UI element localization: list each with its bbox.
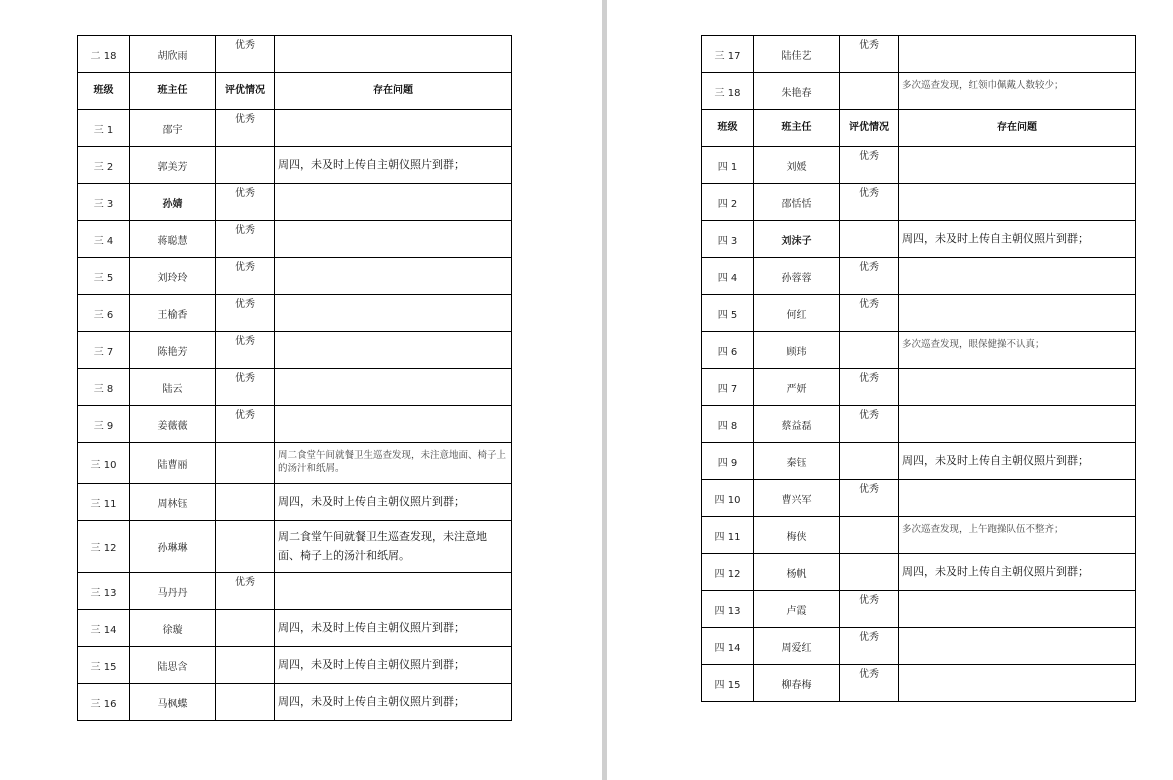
class-cell: 四 15 (702, 665, 754, 702)
issue-cell (899, 36, 1136, 73)
issue-cell (275, 406, 512, 443)
class-cell: 三 18 (702, 73, 754, 110)
teacher-cell: 孙琳琳 (130, 521, 216, 573)
table-row (702, 554, 1136, 591)
teacher-cell: 梅侠 (754, 517, 840, 554)
table-row (78, 369, 512, 406)
issue-cell: 周四，未及时上传自主朝仪照片到群； (275, 147, 512, 184)
rating-cell: 优秀 (216, 406, 275, 443)
issue-cell: 周四，未及时上传自主朝仪照片到群； (899, 554, 1136, 591)
class-cell: 三 16 (78, 684, 130, 721)
rating-cell: 优秀 (840, 591, 899, 628)
class-cell: 四 11 (702, 517, 754, 554)
teacher-cell: 马枫蝶 (130, 684, 216, 721)
issue-cell (275, 332, 512, 369)
issue-cell (275, 295, 512, 332)
issue-cell: 周四，未及时上传自主朝仪照片到群； (275, 610, 512, 647)
rating-cell: 优秀 (216, 295, 275, 332)
table-row (78, 110, 512, 147)
issue-cell: 多次巡查发现，红领巾佩戴人数较少； (899, 73, 1136, 110)
table-row (78, 295, 512, 332)
issue-cell: 周四，未及时上传自主朝仪照片到群； (899, 443, 1136, 480)
rating-cell (840, 517, 899, 554)
header-issue: 存在问题 (275, 73, 512, 110)
teacher-cell: 周爱红 (754, 628, 840, 665)
teacher-cell: 徐璇 (130, 610, 216, 647)
rating-cell: 优秀 (216, 110, 275, 147)
issue-cell (275, 184, 512, 221)
issue-cell (275, 36, 512, 73)
rating-cell (840, 332, 899, 369)
class-cell: 三 11 (78, 484, 130, 521)
table-row (702, 480, 1136, 517)
table-row (702, 184, 1136, 221)
teacher-cell: 刘玲玲 (130, 258, 216, 295)
class-cell: 二 18 (78, 36, 130, 73)
teacher-cell: 孙婧 (130, 184, 216, 221)
table-row (78, 184, 512, 221)
issue-cell (275, 221, 512, 258)
teacher-cell: 柳春梅 (754, 665, 840, 702)
issue-cell: 周二食堂午间就餐卫生巡查发现，未注意地面、椅子上的汤汁和纸屑。 (275, 521, 512, 573)
table-row (78, 521, 512, 573)
class-cell: 三 4 (78, 221, 130, 258)
table-row (78, 573, 512, 610)
teacher-cell: 王榆香 (130, 295, 216, 332)
issue-cell: 周四，未及时上传自主朝仪照片到群； (275, 484, 512, 521)
rating-cell: 优秀 (840, 147, 899, 184)
teacher-cell: 陈艳芳 (130, 332, 216, 369)
issue-cell (899, 184, 1136, 221)
table-row (702, 73, 1136, 110)
class-cell: 三 2 (78, 147, 130, 184)
rating-cell: 优秀 (840, 258, 899, 295)
teacher-cell: 刘沫子 (754, 221, 840, 258)
table-row (702, 443, 1136, 480)
issue-cell: 周二食堂午间就餐卫生巡查发现，未注意地面、椅子上的汤汁和纸屑。 (275, 443, 512, 484)
teacher-cell: 何红 (754, 295, 840, 332)
rating-cell: 优秀 (840, 184, 899, 221)
rating-cell: 优秀 (216, 36, 275, 73)
page-divider (602, 0, 607, 780)
rating-cell (216, 443, 275, 484)
class-cell: 三 7 (78, 332, 130, 369)
issue-cell (899, 591, 1136, 628)
table-row (78, 484, 512, 521)
issue-cell: 周四，未及时上传自主朝仪照片到群； (275, 684, 512, 721)
issue-cell (899, 628, 1136, 665)
table-row (702, 258, 1136, 295)
issue-cell: 多次巡查发现，上午跑操队伍不整齐； (899, 517, 1136, 554)
teacher-cell: 邵宇 (130, 110, 216, 147)
teacher-cell: 马丹丹 (130, 573, 216, 610)
rating-cell (840, 443, 899, 480)
header-class: 班级 (702, 110, 754, 147)
teacher-cell: 胡欣雨 (130, 36, 216, 73)
teacher-cell: 蒋聪慧 (130, 221, 216, 258)
class-cell: 三 17 (702, 36, 754, 73)
header-teacher: 班主任 (130, 73, 216, 110)
table-row (78, 147, 512, 184)
left-page-table (77, 35, 512, 721)
rating-cell: 优秀 (216, 332, 275, 369)
table-row (702, 147, 1136, 184)
teacher-cell: 周林钰 (130, 484, 216, 521)
issue-cell (275, 110, 512, 147)
class-cell: 三 13 (78, 573, 130, 610)
rating-cell (216, 521, 275, 573)
teacher-cell: 陆佳艺 (754, 36, 840, 73)
class-cell: 三 15 (78, 647, 130, 684)
table-row (78, 221, 512, 258)
rating-cell: 优秀 (840, 295, 899, 332)
rating-cell (216, 684, 275, 721)
issue-cell (275, 258, 512, 295)
teacher-cell: 秦钰 (754, 443, 840, 480)
right-page-table (701, 35, 1136, 702)
header-rating: 评优情况 (216, 73, 275, 110)
issue-cell (275, 573, 512, 610)
issue-cell (899, 369, 1136, 406)
teacher-cell: 严妍 (754, 369, 840, 406)
table-row (78, 610, 512, 647)
table-row (702, 665, 1136, 702)
rating-cell: 优秀 (840, 665, 899, 702)
table-row (702, 628, 1136, 665)
table-row (702, 517, 1136, 554)
teacher-cell: 陆云 (130, 369, 216, 406)
class-cell: 三 6 (78, 295, 130, 332)
teacher-cell: 邵恬恬 (754, 184, 840, 221)
rating-cell (216, 610, 275, 647)
table-row (78, 258, 512, 295)
issue-cell (899, 295, 1136, 332)
teacher-cell: 卢霞 (754, 591, 840, 628)
rating-cell (840, 554, 899, 591)
rating-cell: 优秀 (216, 369, 275, 406)
table-row (78, 406, 512, 443)
class-cell: 四 9 (702, 443, 754, 480)
class-cell: 三 9 (78, 406, 130, 443)
issue-cell: 多次巡查发现，眼保健操不认真； (899, 332, 1136, 369)
class-cell: 三 10 (78, 443, 130, 484)
rating-cell (840, 73, 899, 110)
issue-cell (899, 147, 1136, 184)
rating-cell (216, 647, 275, 684)
rating-cell: 优秀 (840, 628, 899, 665)
rating-cell (840, 221, 899, 258)
table-row (702, 221, 1136, 258)
class-cell: 四 13 (702, 591, 754, 628)
table-row (702, 295, 1136, 332)
teacher-cell: 刘媛 (754, 147, 840, 184)
rating-cell: 优秀 (216, 573, 275, 610)
rating-cell (216, 484, 275, 521)
class-cell: 四 5 (702, 295, 754, 332)
table-header-row (78, 73, 512, 110)
rating-cell: 优秀 (216, 258, 275, 295)
teacher-cell: 郭美芳 (130, 147, 216, 184)
class-cell: 四 6 (702, 332, 754, 369)
class-cell: 三 12 (78, 521, 130, 573)
class-cell: 四 10 (702, 480, 754, 517)
issue-cell (899, 406, 1136, 443)
issue-cell (899, 258, 1136, 295)
class-cell: 三 14 (78, 610, 130, 647)
issue-cell (275, 369, 512, 406)
class-cell: 三 8 (78, 369, 130, 406)
teacher-cell: 蔡益磊 (754, 406, 840, 443)
table-row (702, 369, 1136, 406)
class-cell: 四 14 (702, 628, 754, 665)
teacher-cell: 陆思含 (130, 647, 216, 684)
class-cell: 四 2 (702, 184, 754, 221)
class-cell: 三 1 (78, 110, 130, 147)
issue-cell (899, 480, 1136, 517)
rating-cell: 优秀 (840, 480, 899, 517)
rating-cell: 优秀 (840, 36, 899, 73)
table-row (702, 591, 1136, 628)
table-row (78, 36, 512, 73)
table-row (78, 684, 512, 721)
table-row (702, 36, 1136, 73)
table-header-row (702, 110, 1136, 147)
issue-cell (899, 665, 1136, 702)
teacher-cell: 陆曹丽 (130, 443, 216, 484)
teacher-cell: 曹兴军 (754, 480, 840, 517)
table-row (702, 332, 1136, 369)
teacher-cell: 杨帆 (754, 554, 840, 591)
teacher-cell: 姜薇薇 (130, 406, 216, 443)
rating-cell: 优秀 (840, 369, 899, 406)
rating-cell: 优秀 (216, 184, 275, 221)
rating-cell: 优秀 (840, 406, 899, 443)
class-cell: 四 1 (702, 147, 754, 184)
teacher-cell: 孙蓉蓉 (754, 258, 840, 295)
teacher-cell: 朱艳春 (754, 73, 840, 110)
class-cell: 四 4 (702, 258, 754, 295)
table-row (78, 443, 512, 484)
table-row (78, 647, 512, 684)
issue-cell: 周四，未及时上传自主朝仪照片到群； (275, 647, 512, 684)
class-cell: 四 3 (702, 221, 754, 258)
class-cell: 四 7 (702, 369, 754, 406)
header-teacher: 班主任 (754, 110, 840, 147)
header-class: 班级 (78, 73, 130, 110)
table-row (78, 332, 512, 369)
class-cell: 四 12 (702, 554, 754, 591)
table-row (702, 406, 1136, 443)
class-cell: 三 3 (78, 184, 130, 221)
class-cell: 三 5 (78, 258, 130, 295)
header-rating: 评优情况 (840, 110, 899, 147)
rating-cell: 优秀 (216, 221, 275, 258)
rating-cell (216, 147, 275, 184)
issue-cell: 周四，未及时上传自主朝仪照片到群； (899, 221, 1136, 258)
header-issue: 存在问题 (899, 110, 1136, 147)
teacher-cell: 顾玮 (754, 332, 840, 369)
class-cell: 四 8 (702, 406, 754, 443)
